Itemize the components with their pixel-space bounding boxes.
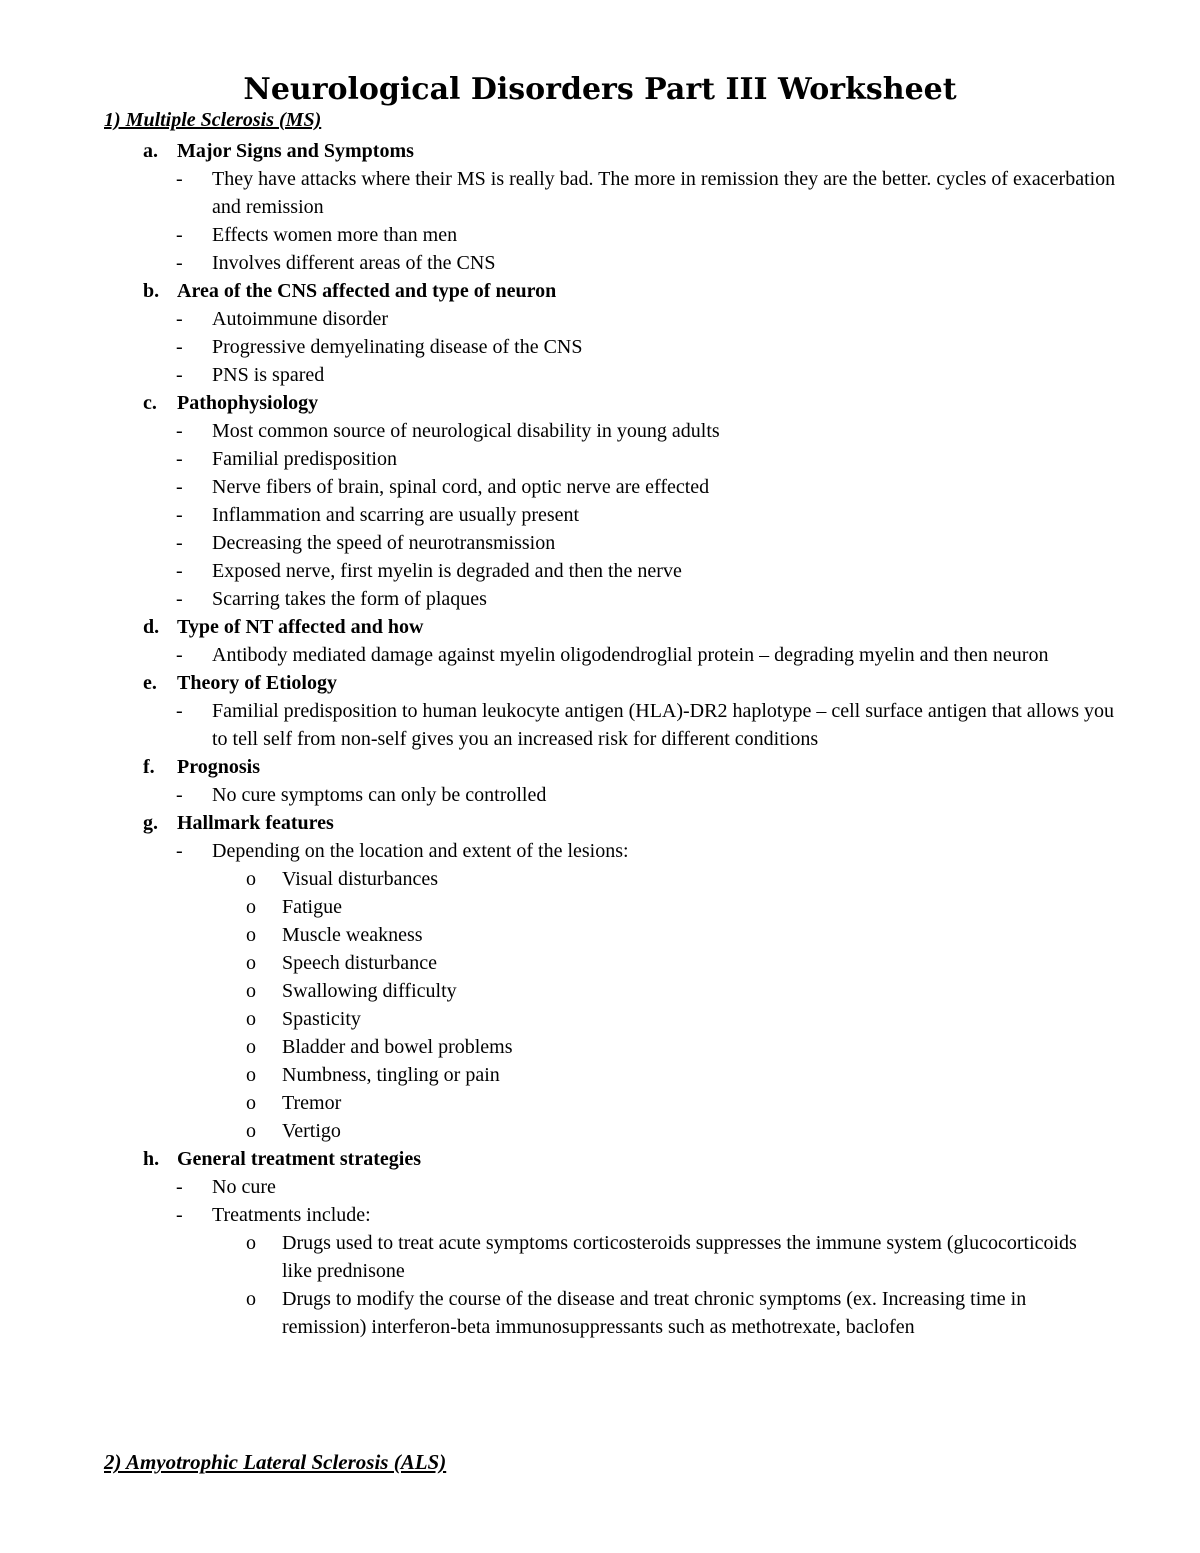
subsection-letter: h. xyxy=(143,1148,160,1170)
bullet-item xyxy=(0,1173,1200,1201)
circle-bullet-icon: o xyxy=(246,1064,256,1086)
subsection-title: Type of NT affected and how xyxy=(177,616,424,638)
circle-bullet-icon: o xyxy=(246,1120,256,1142)
dash-bullet-icon: - xyxy=(176,252,183,274)
bullet-item xyxy=(0,529,1200,557)
bullet-item xyxy=(0,473,1200,501)
sub-bullet-item xyxy=(0,1089,1200,1117)
subsection-title: Prognosis xyxy=(177,756,260,778)
subsection-heading xyxy=(0,669,1200,697)
dash-bullet-icon: - xyxy=(176,336,183,358)
subsection-heading xyxy=(0,753,1200,781)
dash-bullet-icon: - xyxy=(176,644,183,666)
bullet-text: Scarring takes the form of plaques xyxy=(212,588,487,610)
dash-bullet-icon: - xyxy=(176,588,183,610)
sub-bullet-text: Tremor xyxy=(282,1092,342,1114)
sub-bullet-text: Muscle weakness xyxy=(282,924,423,946)
dash-bullet-icon: - xyxy=(176,420,183,442)
sub-bullet-item xyxy=(0,893,1200,921)
bullet-item xyxy=(0,249,1200,277)
bullet-text: Effects women more than men xyxy=(212,224,458,246)
circle-bullet-icon: o xyxy=(246,1232,256,1254)
dash-bullet-icon: - xyxy=(176,840,183,862)
sub-bullet-item xyxy=(0,1229,1200,1285)
sub-bullet-item xyxy=(0,1061,1200,1089)
circle-bullet-icon: o xyxy=(246,868,256,890)
page-title: Neurological Disorders Part III Worksheet xyxy=(243,72,957,107)
bullet-item xyxy=(0,305,1200,333)
bullet-text: Progressive demyelinating disease of the CNS xyxy=(212,336,583,358)
circle-bullet-icon: o xyxy=(246,924,256,946)
subsection-title: Area of the CNS affected and type of neuron xyxy=(177,280,557,302)
sub-bullet-text: Bladder and bowel problems xyxy=(282,1036,513,1058)
sub-bullet-item xyxy=(0,865,1200,893)
circle-bullet-icon: o xyxy=(246,896,256,918)
dash-bullet-icon: - xyxy=(176,1204,183,1226)
subsection-heading xyxy=(0,613,1200,641)
subsection-title: Pathophysiology xyxy=(177,392,319,414)
subsection-heading xyxy=(0,809,1200,837)
subsection-title: Theory of Etiology xyxy=(177,672,337,694)
bullet-item xyxy=(0,781,1200,809)
section-heading-multiple-sclerosis: 1) Multiple Sclerosis (MS) xyxy=(104,109,322,131)
subsection-title: Major Signs and Symptoms xyxy=(177,140,414,162)
subsection-title: General treatment strategies xyxy=(177,1148,421,1170)
dash-bullet-icon: - xyxy=(176,448,183,470)
subsection-heading xyxy=(0,389,1200,417)
dash-bullet-icon: - xyxy=(176,560,183,582)
dash-bullet-icon: - xyxy=(176,700,183,722)
sub-bullet-item xyxy=(0,1285,1200,1341)
circle-bullet-icon: o xyxy=(246,1036,256,1058)
bullet-text: Familial predisposition to human leukocyte antigen (HLA)-DR2 haplotype – cell surface antigen that allows you to tell self from non-self gives you an increased risk for different conditions xyxy=(212,700,1115,750)
bullet-text: PNS is spared xyxy=(212,364,325,386)
subsection-letter: d. xyxy=(143,616,160,638)
sub-bullet-text: Drugs to modify the course of the disease and treat chronic symptoms (ex. Increasing time in remission) interferon-beta immunosuppressants such as methotrexate, baclofen xyxy=(282,1288,1027,1338)
bullet-item xyxy=(0,837,1200,865)
bullet-item xyxy=(0,501,1200,529)
section-body-multiple-sclerosis xyxy=(0,137,1200,1341)
bullet-text: Nerve fibers of brain, spinal cord, and optic nerve are effected xyxy=(212,476,710,498)
dash-bullet-icon: - xyxy=(176,532,183,554)
sub-bullet-item xyxy=(0,921,1200,949)
bullet-item xyxy=(0,417,1200,445)
subsection-letter: f. xyxy=(143,756,155,778)
sub-bullet-item xyxy=(0,1005,1200,1033)
sub-bullet-text: Visual disturbances xyxy=(282,868,438,890)
subsection-letter: e. xyxy=(143,672,157,694)
dash-bullet-icon: - xyxy=(176,784,183,806)
subsection-heading xyxy=(0,1145,1200,1173)
bullet-item xyxy=(0,445,1200,473)
bullet-text: No cure xyxy=(212,1176,276,1198)
sub-bullet-item xyxy=(0,977,1200,1005)
bullet-item xyxy=(0,1201,1200,1229)
subsection-title: Hallmark features xyxy=(177,812,334,834)
bullet-text: Involves different areas of the CNS xyxy=(212,252,496,274)
bullet-text: Decreasing the speed of neurotransmission xyxy=(212,532,556,554)
dash-bullet-icon: - xyxy=(176,308,183,330)
sub-bullet-text: Drugs used to treat acute symptoms corticosteroids suppresses the immune system (glucocorticoids like prednisone xyxy=(282,1232,1077,1282)
circle-bullet-icon: o xyxy=(246,1288,256,1310)
sub-bullet-text: Vertigo xyxy=(282,1120,341,1142)
circle-bullet-icon: o xyxy=(246,1008,256,1030)
bullet-text: No cure symptoms can only be controlled xyxy=(212,784,547,806)
circle-bullet-icon: o xyxy=(246,952,256,974)
dash-bullet-icon: - xyxy=(176,1176,183,1198)
dash-bullet-icon: - xyxy=(176,504,183,526)
bullet-item xyxy=(0,557,1200,585)
bullet-text: Exposed nerve, first myelin is degraded and then the nerve xyxy=(212,560,682,582)
subsection-letter: b. xyxy=(143,280,160,302)
bullet-text: Treatments include: xyxy=(212,1204,371,1226)
bullet-text: Most common source of neurological disability in young adults xyxy=(212,420,720,442)
bullet-item xyxy=(0,333,1200,361)
subsection-heading xyxy=(0,137,1200,165)
dash-bullet-icon: - xyxy=(176,224,183,246)
subsection-heading xyxy=(0,277,1200,305)
bullet-item xyxy=(0,697,1200,753)
sub-bullet-text: Speech disturbance xyxy=(282,952,437,974)
subsection-letter: a. xyxy=(143,140,158,162)
section-heading-als: 2) Amyotrophic Lateral Sclerosis (ALS) xyxy=(104,1450,447,1474)
sub-bullet-text: Swallowing difficulty xyxy=(282,980,457,1002)
dash-bullet-icon: - xyxy=(176,168,183,190)
bullet-text: Inflammation and scarring are usually present xyxy=(212,504,580,526)
sub-bullet-item xyxy=(0,1033,1200,1061)
bullet-text: Autoimmune disorder xyxy=(212,308,389,330)
bullet-text: They have attacks where their MS is really bad. The more in remission they are the better. cycles of exacerbation and remission xyxy=(212,168,1116,218)
circle-bullet-icon: o xyxy=(246,1092,256,1114)
sub-bullet-text: Fatigue xyxy=(282,896,342,918)
sub-bullet-text: Numbness, tingling or pain xyxy=(282,1064,500,1086)
bullet-text: Antibody mediated damage against myelin oligodendroglial protein – degrading myelin and then neuron xyxy=(212,644,1049,666)
sub-bullet-item xyxy=(0,949,1200,977)
dash-bullet-icon: - xyxy=(176,476,183,498)
bullet-item xyxy=(0,165,1200,221)
bullet-text: Familial predisposition xyxy=(212,448,397,470)
subsection-letter: g. xyxy=(143,812,158,834)
circle-bullet-icon: o xyxy=(246,980,256,1002)
bullet-item xyxy=(0,585,1200,613)
bullet-item xyxy=(0,221,1200,249)
bullet-item xyxy=(0,641,1200,669)
dash-bullet-icon: - xyxy=(176,364,183,386)
bullet-item xyxy=(0,361,1200,389)
bullet-text: Depending on the location and extent of the lesions: xyxy=(212,840,629,862)
sub-bullet-item xyxy=(0,1117,1200,1145)
subsection-letter: c. xyxy=(143,392,157,414)
sub-bullet-text: Spasticity xyxy=(282,1008,361,1030)
